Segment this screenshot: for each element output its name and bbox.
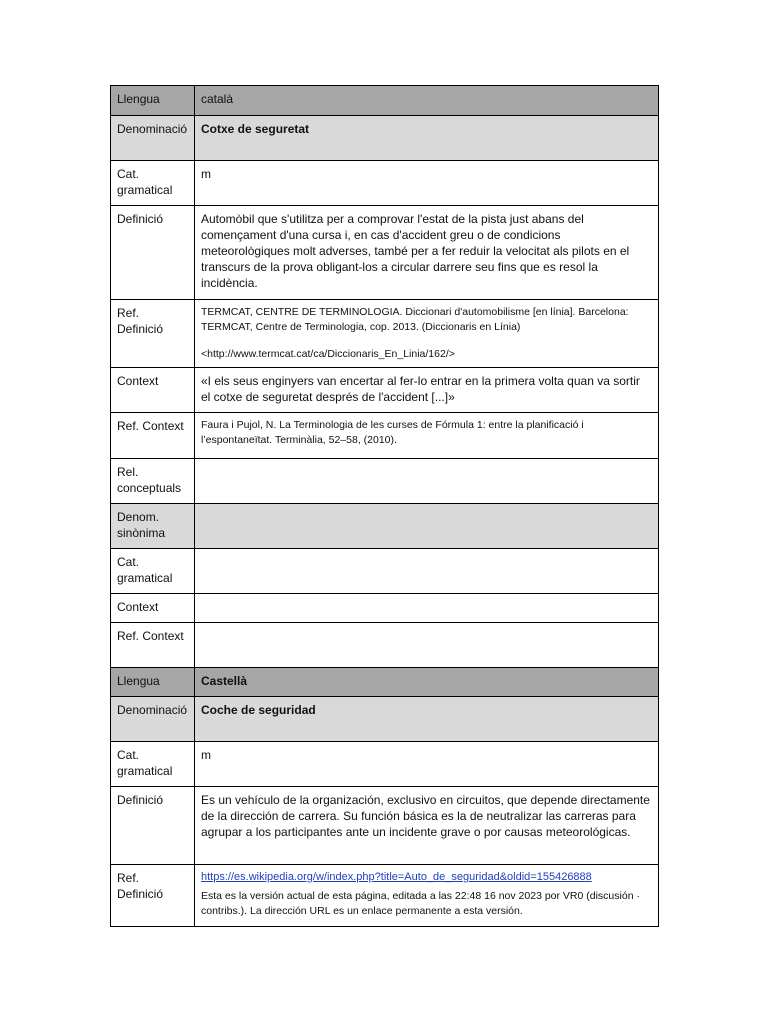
value-cat-gramatical-2: [195, 549, 659, 594]
label-ref-definicio: Ref. Definició: [111, 300, 195, 368]
label-context-2: Context: [111, 594, 195, 623]
label-definicio-castella: Definició: [111, 787, 195, 865]
label-ref-context: Ref. Context: [111, 413, 195, 459]
row-llengua-catala: [111, 86, 659, 116]
label-cat-gramatical: Cat. gramatical: [111, 161, 195, 206]
value-context-2: [195, 594, 659, 623]
ref-definicio-url: <http://www.termcat.cat/ca/Diccionaris_En_Linia/162/>: [201, 348, 455, 360]
wikipedia-version-note: Esta es la versión actual de esta página, editada a las 22:48 16 nov 2023 por VR0 (discusión · contribs.). La dirección URL es un enlace permanente a esta versión.: [201, 890, 640, 917]
label-ref-definicio-castella: Ref. Definició: [111, 865, 195, 927]
value-denom-sinonima: [195, 504, 659, 549]
terminology-table: [110, 85, 659, 927]
row-context-2: [111, 594, 659, 623]
label-definicio: Definició: [111, 206, 195, 300]
row-denom-sinonima: [111, 504, 659, 549]
row-ref-definicio-catala: [111, 300, 659, 368]
label-context: Context: [111, 368, 195, 413]
label-llengua: Llengua: [111, 86, 195, 116]
row-denominacio-catala: [111, 116, 659, 161]
value-context: «I els seus enginyers van encertar al fer-lo entrar en la primera volta quan va sortir el cotxe de seguretat després de l'accident [...]»: [195, 368, 659, 413]
value-definicio-castella: Es un vehículo de la organización, exclusivo en circuitos, que depende directamente de la dirección de carrera. Su función básica es la de neutralizar las carreras para agrupar a los participantes ante un incidente grave o por causas meteorológicas.: [195, 787, 659, 865]
label-denominacio-castella: Denominació: [111, 697, 195, 742]
row-cat-gramatical-castella: [111, 742, 659, 787]
row-cat-gramatical-2: [111, 549, 659, 594]
terminology-sheet: [110, 85, 658, 927]
row-ref-context-catala: [111, 413, 659, 459]
row-llengua-castella: [111, 668, 659, 697]
value-denominacio-castella: Coche de seguridad: [195, 697, 659, 742]
row-context-catala: [111, 368, 659, 413]
label-rel-conceptuals: Rel. conceptuals: [111, 459, 195, 504]
label-cat-gramatical-2: Cat. gramatical: [111, 549, 195, 594]
label-llengua-castella: Llengua: [111, 668, 195, 697]
value-ref-definicio: [195, 300, 659, 368]
label-denom-sinonima: Denom. sinònima: [111, 504, 195, 549]
row-definicio-catala: [111, 206, 659, 300]
value-denominacio: Cotxe de seguretat: [195, 116, 659, 161]
row-rel-conceptuals: [111, 459, 659, 504]
value-llengua-castella: Castellà: [195, 668, 659, 697]
label-ref-context-2: Ref. Context: [111, 623, 195, 668]
wikipedia-link[interactable]: https://es.wikipedia.org/w/index.php?title=Auto_de_seguridad&oldid=155426888: [201, 871, 592, 883]
value-cat-gramatical: m: [195, 161, 659, 206]
label-cat-gramatical-castella: Cat. gramatical: [111, 742, 195, 787]
label-denominacio: Denominació: [111, 116, 195, 161]
row-ref-definicio-castella: [111, 865, 659, 927]
value-ref-context-2: [195, 623, 659, 668]
row-denominacio-castella: [111, 697, 659, 742]
value-cat-gramatical-castella: m: [195, 742, 659, 787]
value-ref-context: Faura i Pujol, N. La Terminologia de les curses de Fórmula 1: entre la planificació i l’espontaneïtat. Terminàlia, 52–58, (2010).: [195, 413, 659, 459]
value-rel-conceptuals: [195, 459, 659, 504]
value-llengua: català: [195, 86, 659, 116]
row-ref-context-2: [111, 623, 659, 668]
row-definicio-castella: [111, 787, 659, 865]
value-ref-definicio-castella: [195, 865, 659, 927]
value-definicio: Automòbil que s'utilitza per a comprovar l'estat de la pista just abans del començament d'una cursa i, en cas d'accident greu o de condicions meteorològiques molt adverses, també per a fer reduir la velocitat als pilots en el transcurs de la prova obligant-los a circular darrere seu fins que es resol la incidència.: [195, 206, 659, 300]
row-cat-gramatical-catala: [111, 161, 659, 206]
ref-definicio-citation: TERMCAT, CENTRE DE TERMINOLOGIA. Diccionari d'automobilisme [en línia]. Barcelona: TERMCAT, Centre de Terminologia, cop. 2013. (Diccionaris en Línia): [201, 306, 629, 333]
